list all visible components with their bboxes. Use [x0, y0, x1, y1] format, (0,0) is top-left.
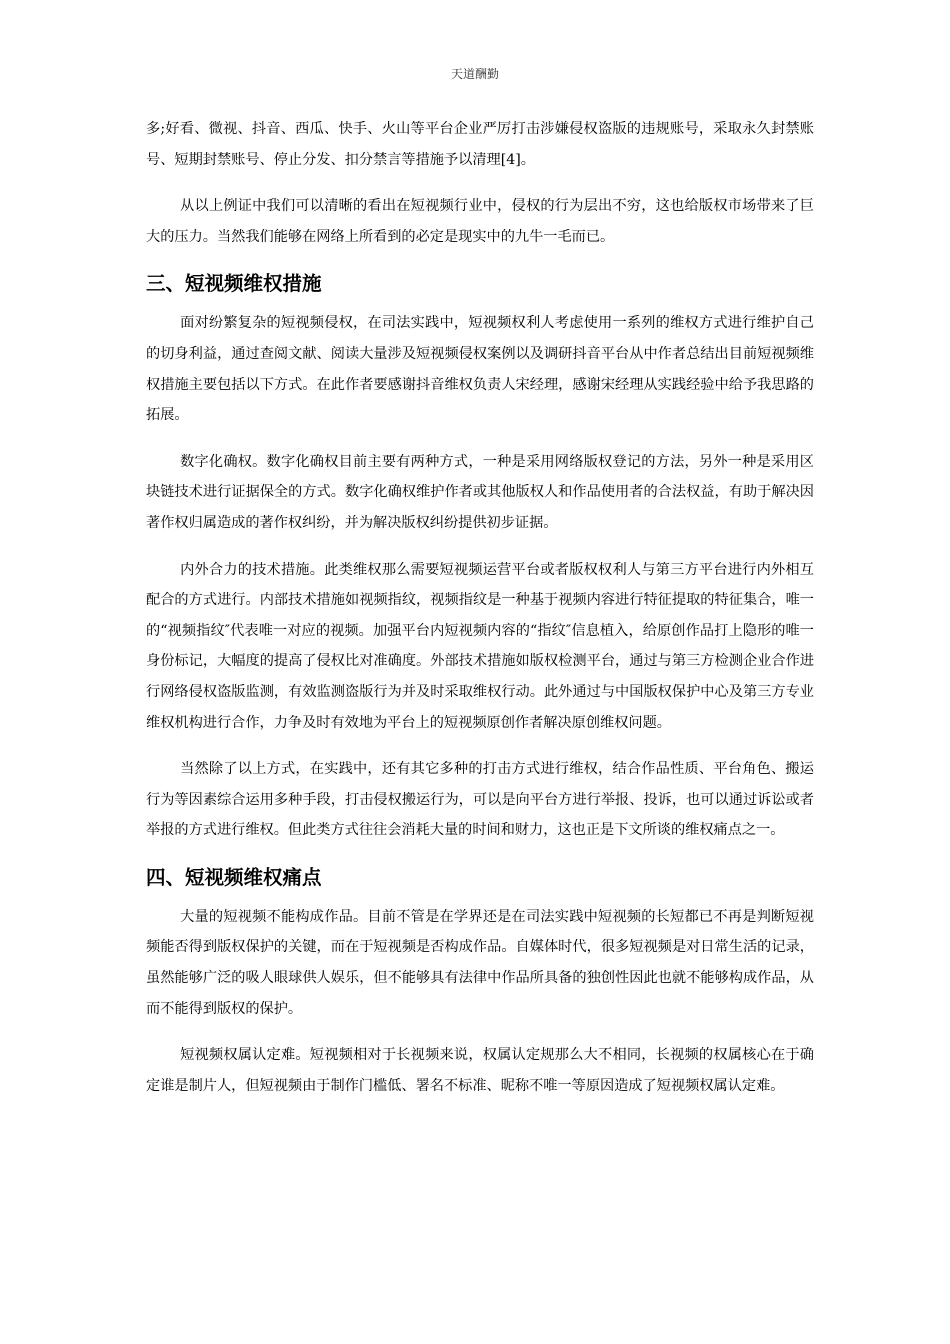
paragraph: 面对纷繁复杂的短视频侵权，在司法实践中，短视频权利人考虑使用一系列的维权方式进行维护自己的切身利益，通过查阅文献、阅读大量涉及短视频侵权案例以及调研抖音平台从中作者总结出目前短视频维权措施主要包括以下方式。在此作者要感谢抖音维权负责人宋经理，感谢宋经理从实践经验中给予我思路的拓展。: [146, 315, 814, 424]
paragraph: 数字化确权。数字化确权目前主要有两种方式，一种是采用网络版权登记的方法，另外一种是采用区块链技术进行证据保全的方式。数字化确权维护作者或其他版权人和作品使用者的合法权益，有助于解决因著作权归属造成的著作权纠纷，并为解决版权纠纷提供初步证据。: [146, 453, 814, 531]
paragraph: 内外合力的技术措施。此类维权那么需要短视频运营平台或者版权权利人与第三方平台进行内外相互配合的方式进行。内部技术措施如视频指纹，视频指纹是一种基于视频内容进行特征提取的特征集合，唯一的“视频指纹″代表唯一对应的视频。加强平台内短视频内容的“指纹″信息植入，给原创作品打上隐形的唯一身份标记，大幅度的提高了侵权比对准确度。外部技术措施如版权检测平台，通过与第三方检测企业合作进行网络侵权盗版监测，有效监测盗版行为并及时采取维权行动。此外通过与中国版权保护中心及第三方专业维权机构进行合作，力争及时有效地为平台上的短视频原创作者解决原创维权问题。: [146, 561, 814, 731]
document-body: [146, 114, 814, 1117]
running-header: 天道酬勤: [450, 67, 499, 81]
paragraph: 当然除了以上方式，在实践中，还有其它多种的打击方式进行维权，结合作品性质、平台角色、搬运行为等因素综合运用多种手段，打击侵权搬运行为，可以是向平台方进行举报、投诉，也可以通过诉讼或者举报的方式进行维权。但此类方式往往会消耗大量的时间和财力，这也正是下文所谈的维权痛点之一。: [146, 761, 814, 839]
section-heading-3: 三、短视频维权措施: [146, 272, 322, 296]
section-heading-4: 四、短视频维权痛点: [146, 865, 322, 889]
paragraph-continuation: 多;好看、微视、抖音、西瓜、快手、火山等平台企业严厉打击涉嫌侵权盗版的违规账号，采取永久封禁账号、短期封禁账号、停止分发、扣分禁言等措施予以清理[4]。: [146, 121, 814, 168]
paragraph: 短视频权属认定难。短视频相对于长视频来说，权属认定规那么大不相同，长视频的权属核心在于确定谁是制片人，但短视频由于制作门槛低、署名不标准、昵称不唯一等原因造成了短视频权属认定难。: [146, 1047, 814, 1094]
paragraph: 从以上例证中我们可以清晰的看出在短视频行业中，侵权的行为层出不穷，这也给版权市场带来了巨大的压力。当然我们能够在网络上所看到的必定是现实中的九牛一毛而已。: [146, 198, 814, 245]
paragraph: 大量的短视频不能构成作品。目前不管是在学界还是在司法实践中短视频的长短都已不再是判断短视频能否得到版权保护的关键，而在于短视频是否构成作品。自媒体时代，很多短视频是对日常生活的记录，虽然能够广泛的吸人眼球供人娱乐，但不能够具有法律中作品所具备的独创性因此也就不能够构成作品，从而不能得到版权的保护。: [146, 908, 814, 1017]
